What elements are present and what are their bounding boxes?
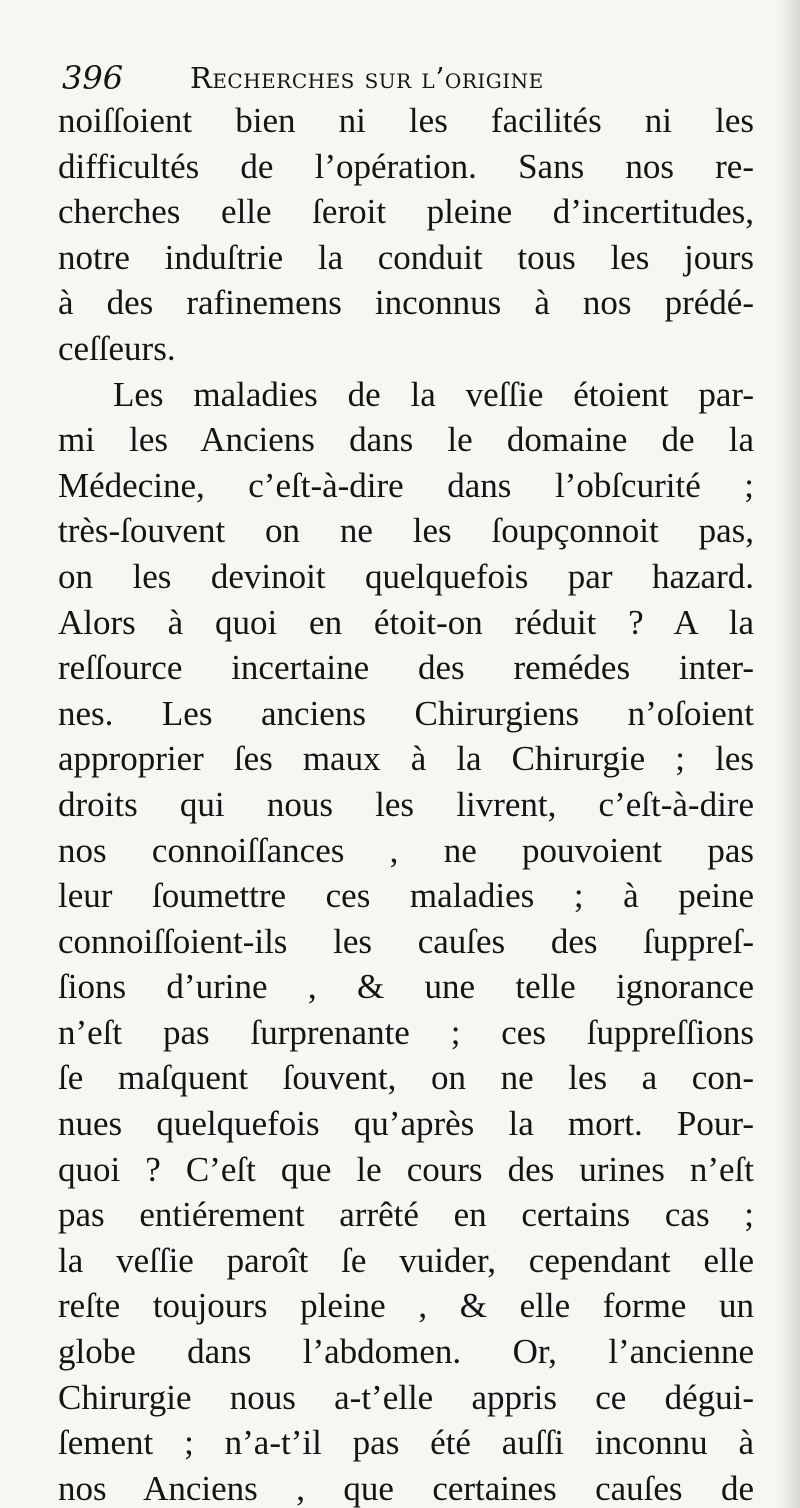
text-line: approprier ſes maux à la Chirurgie ; les <box>58 739 754 779</box>
paragraph-first-line: Les maladies de la veſſie étoient par- <box>113 374 754 414</box>
text-line: pas entiérement arrêté en certains cas ; <box>58 1195 754 1235</box>
text-line: reſte toujours pleine , & elle forme un <box>58 1286 754 1326</box>
text-line: n’eſt pas ſurprenante ; ces ſuppreſſions <box>58 1012 754 1052</box>
text-line: Médecine, c’eſt-à-dire dans l’obſcurité ; <box>58 465 754 505</box>
text-line: ſe maſquent ſouvent, on ne les a con- <box>58 1058 754 1098</box>
text-line: ceſſeurs. <box>58 328 176 368</box>
text-line: à des rafinemens inconnus à nos prédé- <box>58 283 754 323</box>
text-line: notre induſtrie la conduit tous les jours <box>58 237 754 277</box>
text-line: nes. Les anciens Chirurgiens n’oſoient <box>58 693 754 733</box>
text-line: Chirurgie nous a-t’elle appris ce dégui- <box>58 1377 754 1417</box>
text-line: nos Anciens , que certaines cauſes de <box>58 1468 754 1508</box>
page-edge-shadow <box>778 0 800 1508</box>
text-line: on les devinoit quelquefois par hazard. <box>58 556 754 596</box>
text-line: difficultés de l’opération. Sans nos re- <box>58 146 754 186</box>
text-line: mi les Anciens dans le domaine de la <box>58 420 754 460</box>
body-text <box>58 98 754 1508</box>
text-line: Alors à quoi en étoit-on réduit ? A la <box>58 602 754 642</box>
text-line: nues quelquefois qu’après la mort. Pour- <box>58 1104 754 1144</box>
text-line: noiſſoient bien ni les facilités ni les <box>58 101 754 140</box>
text-line: globe dans l’abdomen. Or, l’ancienne <box>58 1332 754 1372</box>
text-line: nos connoiſſances , ne pouvoient pas <box>58 830 754 870</box>
text-line: connoiſſoient-ils les cauſes des ſuppreſ- <box>58 921 754 961</box>
page-number: 396 <box>62 59 124 97</box>
text-line: leur ſoumettre ces maladies ; à peine <box>58 876 754 916</box>
text-line: droits qui nous les livrent, c’eſt-à-dire <box>58 784 754 824</box>
text-line: très-ſouvent on ne les ſoupçonnoit pas, <box>58 511 754 551</box>
text-line: la veſſie paroît ſe vuider, cependant elle <box>58 1240 754 1280</box>
text-line: reſſource incertaine des remédes inter- <box>58 648 754 688</box>
text-line: ſement ; n’a-t’il pas été auſſi inconnu à <box>58 1423 754 1463</box>
text-line: ſions d’urine , & une telle ignorance <box>58 967 754 1007</box>
text-line: quoi ? C’eſt que le cours des urines n’eſt <box>58 1149 754 1189</box>
text-line: cherches elle ſeroit pleine d’incertitudes, <box>58 192 754 232</box>
running-title: Recherches sur l’origine <box>190 61 544 95</box>
page-header <box>62 58 762 98</box>
